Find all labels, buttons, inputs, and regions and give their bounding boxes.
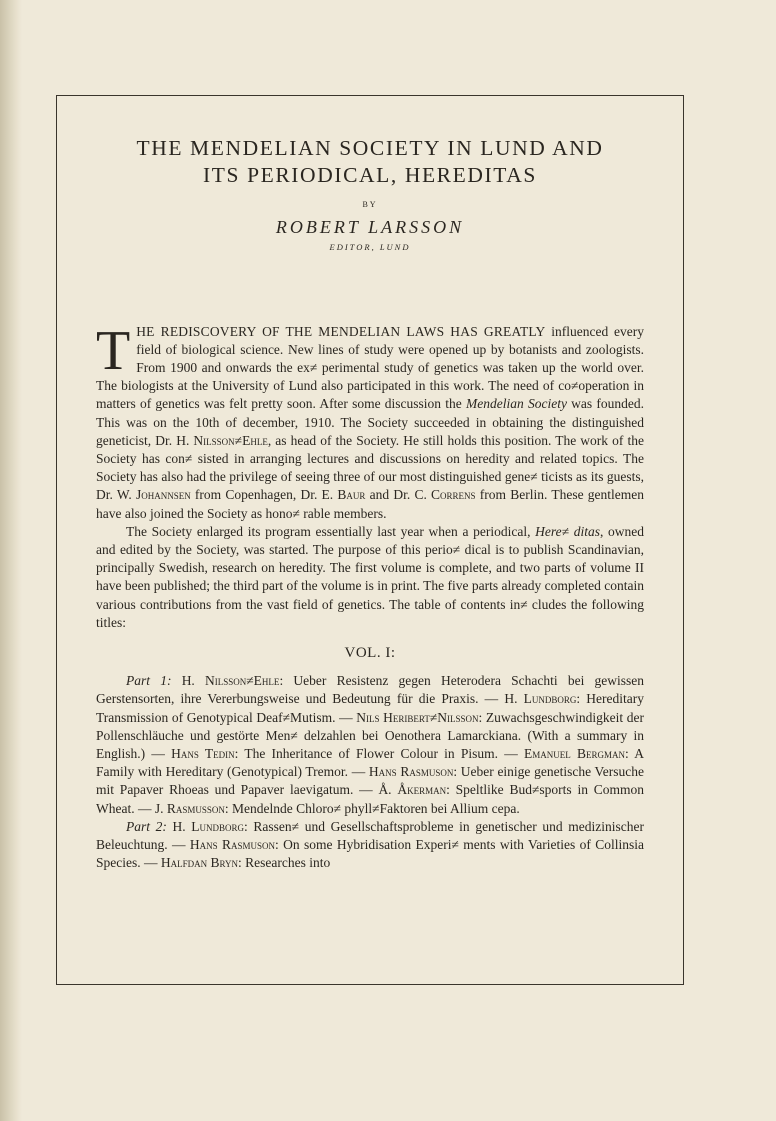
author-ref: Hans Rasmuson [368, 764, 454, 780]
text-run: and Dr. C. [365, 487, 432, 503]
entry-title: : A Family with Hereditary (Genotypical) Tremor. — [96, 746, 644, 780]
person-name: Johannsen [135, 487, 191, 503]
page-edge [0, 0, 22, 1121]
text-run: The Society enlarged its program essentially last year when a periodical, [126, 523, 536, 539]
person-name: Nilsson≠Ehle [193, 432, 268, 448]
part-label: Part 1: [126, 673, 172, 689]
text-run: from Berlin. These gentlemen have also joined the Society as hono≠ rable members. [96, 487, 645, 521]
person-name: Baur [337, 487, 366, 503]
text-run: , owned and edited by the Society, was started. The purpose of this perio≠ dical is to publish Scandinavian, principally Swedish, research on heredity. The first volume is complete, and two parts of volume II have been published; the third part of the volume is in print. The five parts already completed contain various contributions from the vast field of genetics. The table of contents in≠ cludes the following titles: [96, 523, 644, 630]
entry-title: : Ueber Resistenz gegen Heterodera Schachti bei gewissen Gerstensorten, ihre Vererbungsweise und Bedeutung für die Praxis. — [96, 673, 645, 707]
volume-heading: VOL. I: [344, 645, 396, 662]
entry-title: : Hereditary Transmission of Genotypical Deaf≠Mutism. — [96, 691, 645, 725]
author-ref: H. Nilsson≠Ehle [181, 673, 280, 689]
author-affiliation: EDITOR, LUND [329, 242, 411, 253]
entry-title: : Speltlike Bud≠sports in Common Wheat. — [96, 782, 645, 816]
paragraph-periodical [96, 523, 644, 632]
author-ref: Nils Heribert≠Nilsson [356, 709, 479, 725]
paragraph-intro [96, 319, 645, 523]
part-label: Part 2: [126, 818, 167, 834]
text-run: , as head of the Society. He still holds this position. The work of the Society has con≠ sisted in arranging lectures and discussions on heredity and related topics. The Society has also had the privilege of seeing three of our most distinguished gene≠ ticists as its guests, Dr. W. [96, 432, 644, 503]
article-title [96, 135, 644, 189]
article-body [96, 319, 645, 873]
article [96, 135, 644, 873]
contents-part-2 [96, 818, 644, 873]
title-line-1: THE MENDELIAN SOCIETY IN LUND AND [136, 136, 604, 160]
text-run: was founded. This was on the 10th of december, 1910. The Society succeeded in obtaining the distinguished geneticist, Dr. H. [96, 396, 645, 448]
author-name: ROBERT LARSSON [275, 217, 465, 238]
entry-title: : Zuwachsgeschwindigkeit der Pollenschläuche und gestörte Men≠ delzahlen bei Oenothera Lamarckiana. (With a summary in English.) — [96, 709, 644, 762]
lead-in: HE REDISCOVERY OF THE MENDELIAN LAWS HAS GREATLY [136, 323, 546, 339]
entry-title: : Researches into [238, 855, 331, 871]
author-ref: H. Lundborg [172, 818, 245, 834]
author-ref: Å. Åkerman [378, 782, 447, 798]
entry-title: : Mendelnde Chloro≠ phyll≠Faktoren bei Allium cepa. [224, 800, 520, 816]
contents-part-1 [96, 672, 644, 818]
entry-title: : On some Hybridisation Experi≠ ments with Varieties of Collinsia Species. — [96, 837, 644, 871]
entry-title: : Rassen≠ und Gesellschaftsprobleme in genetischer und medizinischer Beleuchtung. — [96, 818, 645, 853]
periodical-name: Here≠ ditas [535, 523, 600, 539]
byline-by: BY [362, 200, 378, 209]
entry-title: : The Inheritance of Flower Colour in Pisum. — [234, 746, 525, 762]
author-ref: Hans Tedin [171, 746, 235, 762]
text-run: influenced every field of biological science. New lines of study were opened up by botanists and zoologists. From 1900 and onwards the ex≠ perimental study of genetics was taken up the world over. The biologists at the University of Lund also participated in this work. The need of co≠operation in matters of genetics was felt pretty soon. After some discussion the [96, 323, 644, 412]
title-line-2: ITS PERIODICAL, HEREDITAS [203, 163, 537, 187]
author-ref: J. Rasmusson [154, 800, 225, 816]
author-ref: H. Lundborg [504, 691, 577, 707]
person-name: Correns [431, 487, 476, 503]
text-run: from Copenhagen, Dr. E. [190, 487, 338, 503]
author-ref: Halfdan Bryn [160, 855, 239, 871]
entry-title: : Ueber einige genetische Versuche mit Papaver Rhoeas und Papaver laevigatum. — [96, 764, 644, 798]
author-ref: Emanuel Bergman [524, 746, 625, 762]
drop-cap: T [96, 319, 131, 382]
author-ref: Hans Rasmuson [189, 837, 276, 853]
society-name: Mendelian Society [466, 396, 567, 412]
